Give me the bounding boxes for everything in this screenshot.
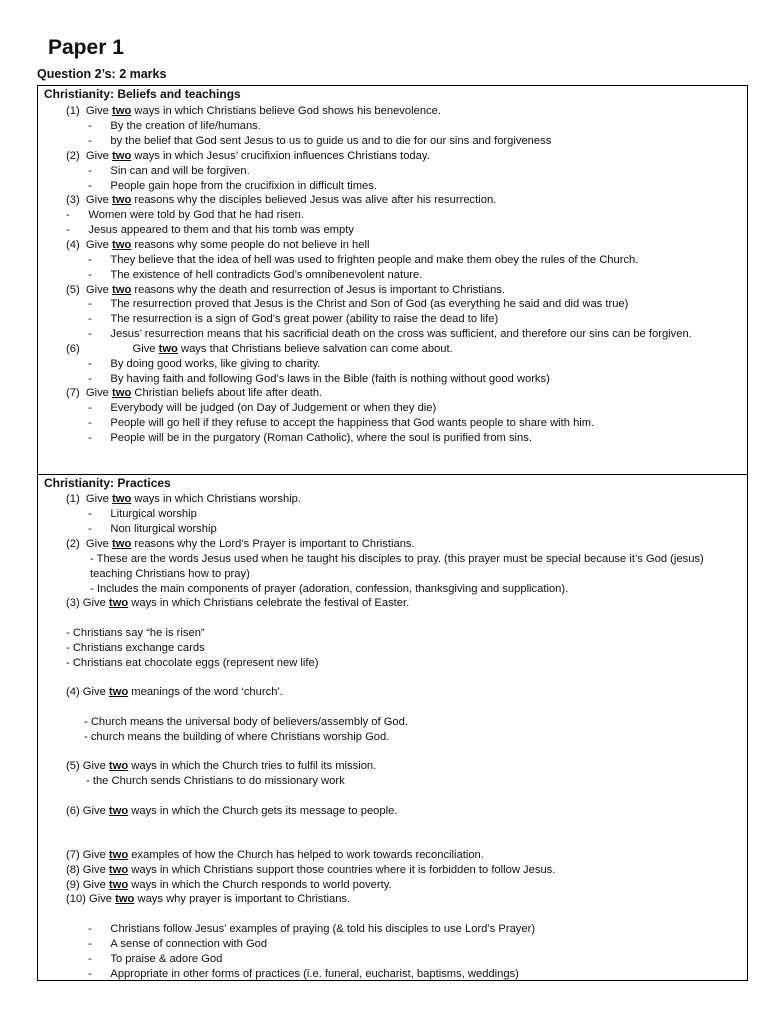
line-text: (6) Give <box>66 343 159 355</box>
emphasis-two: two <box>108 760 129 772</box>
line-text: (7) Give <box>66 387 113 399</box>
line-text-rest: examples of how the Church has helped to work towards reconciliation. <box>128 849 484 861</box>
section2-line <box>88 937 267 951</box>
line-text: - Liturgical worship <box>88 508 197 520</box>
line-text: - Church means the universal body of believers/assembly of God. <box>84 716 408 728</box>
emphasis-two: two <box>112 105 132 117</box>
page-subtitle: Question 2’s: 2 marks <box>37 67 167 81</box>
line-text: (5) Give <box>66 284 113 296</box>
section-beliefs-heading: Christianity: Beliefs and teachings <box>44 87 241 101</box>
section2-line <box>86 774 345 788</box>
line-text: - The resurrection proved that Jesus is the Christ and Son of God (as everything he said and did was true) <box>88 298 629 310</box>
line-text-rest: ways in which the Church responds to world poverty. <box>128 879 392 891</box>
section1-line <box>88 268 422 282</box>
emphasis-two: two <box>158 343 178 355</box>
line-text: (2) Give <box>66 538 113 550</box>
line-text: (1) Give <box>66 105 113 117</box>
section2-line <box>66 685 283 699</box>
section1-line <box>66 342 453 356</box>
line-text-rest: reasons why some people do not believe in hell <box>131 239 370 251</box>
emphasis-two: two <box>108 686 129 698</box>
line-text: - Non liturgical worship <box>88 523 217 535</box>
line-text: (2) Give <box>66 150 113 162</box>
section2-line <box>66 804 397 818</box>
line-text: (6) Give <box>66 805 109 817</box>
section1-line <box>88 134 551 148</box>
line-text: (4) Give <box>66 686 109 698</box>
line-text: (3) Give <box>66 194 113 206</box>
line-text: - These are the words Jesus used when he taught his disciples to pray. (this prayer must be special because it’s God (jesus) <box>90 553 704 565</box>
line-text: (10) Give <box>66 893 116 905</box>
section2-line <box>66 656 318 670</box>
section1-line <box>88 312 498 326</box>
emphasis-two: two <box>112 284 132 296</box>
section2-line <box>88 522 217 536</box>
line-text: - Sin can and will be forgiven. <box>88 165 250 177</box>
line-text: teaching Christians how to pray) <box>90 568 250 580</box>
section1-line <box>66 193 496 207</box>
section1-line <box>88 401 436 415</box>
line-text: - Christians follow Jesus’ examples of praying (& told his disciples to use Lord’s Prayer) <box>88 923 536 935</box>
section1-line <box>88 179 377 193</box>
section2-line <box>84 715 408 729</box>
section2-line <box>88 922 535 936</box>
line-text: - Appropriate in other forms of practices (i.e. funeral, eucharist, baptisms, weddings) <box>88 968 519 980</box>
line-text: - Jesus appeared to them and that his tomb was empty <box>66 224 354 236</box>
line-text-rest: ways why prayer is important to Christians. <box>134 893 351 905</box>
line-text: - People gain hope from the crucifixion in difficult times. <box>88 180 377 192</box>
section2-line <box>88 507 197 521</box>
section1-line <box>66 104 441 118</box>
line-text: - church means the building of where Christians worship God. <box>84 731 390 743</box>
line-text-rest: Christian beliefs about life after death. <box>131 387 323 399</box>
section1-line <box>88 164 250 178</box>
line-text: (8) Give <box>66 864 109 876</box>
section1-line <box>88 297 628 311</box>
section-practices-box <box>37 474 748 981</box>
line-text-rest: ways in which Jesus’ crucifixion influences Christians today. <box>131 150 430 162</box>
line-text: - by the belief that God sent Jesus to us to guide us and to die for our sins and forgiveness <box>88 135 552 147</box>
line-text: - Christians eat chocolate eggs (represent new life) <box>66 657 319 669</box>
line-text-rest: ways in which Christians believe God shows his benevolence. <box>131 105 441 117</box>
line-text: - People will go hell if they refuse to accept the happiness that God wants people to share with him. <box>88 417 595 429</box>
line-text: - The existence of hell contradicts God’s omnibenevolent nature. <box>88 269 423 281</box>
section1-line <box>88 119 261 133</box>
section2-line <box>88 967 519 981</box>
line-text: (1) Give <box>66 493 113 505</box>
section2-line <box>90 567 250 581</box>
section2-line <box>88 952 222 966</box>
section1-line <box>88 372 550 386</box>
emphasis-two: two <box>112 150 132 162</box>
section1-line <box>66 386 322 400</box>
line-text: - By having faith and following God’s laws in the Bible (faith is nothing without good works) <box>88 373 550 385</box>
line-text-rest: ways in which the Church tries to fulfil its mission. <box>128 760 377 772</box>
emphasis-two: two <box>108 849 129 861</box>
section2-line <box>66 878 392 892</box>
emphasis-two: two <box>112 194 132 206</box>
section-beliefs-box <box>37 85 748 475</box>
section1-line <box>66 149 430 163</box>
line-text-rest: ways that Christians believe salvation can come about. <box>177 343 453 355</box>
line-text: - By the creation of life/humans. <box>88 120 261 132</box>
emphasis-two: two <box>115 893 135 905</box>
line-text-rest: ways in which Christians celebrate the festival of Easter. <box>128 597 410 609</box>
line-text: (3) Give <box>66 597 109 609</box>
line-text: - To praise & adore God <box>88 953 223 965</box>
section2-line <box>66 626 205 640</box>
section2-line <box>66 537 415 551</box>
section-practices-heading: Christianity: Practices <box>44 476 171 490</box>
section2-line <box>66 863 555 877</box>
line-text-rest: ways in which the Church gets its message to people. <box>128 805 398 817</box>
emphasis-two: two <box>112 239 132 251</box>
emphasis-two: two <box>108 805 129 817</box>
section1-line <box>66 208 304 222</box>
line-text: - Women were told by God that he had risen. <box>66 209 304 221</box>
section2-line <box>66 596 409 610</box>
section2-line <box>84 730 389 744</box>
line-text: - Includes the main components of prayer (adoration, confession, thanksgiving and supplication). <box>90 583 569 595</box>
section2-line <box>90 552 704 566</box>
line-text-rest: reasons why the Lord’s Prayer is important to Christians. <box>131 538 415 550</box>
line-text: (5) Give <box>66 760 109 772</box>
line-text: - Jesus’ resurrection means that his sacrificial death on the cross was sufficient, and therefore our sins can be forgiven. <box>88 328 692 340</box>
section2-line <box>66 848 484 862</box>
line-text: - Christians exchange cards <box>66 642 205 654</box>
emphasis-two: two <box>112 538 132 550</box>
emphasis-two: two <box>108 864 129 876</box>
line-text: - By doing good works, like giving to charity. <box>88 358 321 370</box>
page-title: Paper 1 <box>48 36 124 59</box>
line-text: - People will be in the purgatory (Roman Catholic), where the soul is purified from sins. <box>88 432 532 444</box>
section2-line <box>66 492 301 506</box>
line-text: - Christians say “he is risen” <box>66 627 205 639</box>
line-text: - They believe that the idea of hell was used to frighten people and make them obey the rules of the Church. <box>88 254 639 266</box>
line-text-rest: reasons why the disciples believed Jesus was alive after his resurrection. <box>131 194 497 206</box>
section1-line <box>88 253 638 267</box>
emphasis-two: two <box>112 387 132 399</box>
line-text-rest: reasons why the death and resurrection of Jesus is important to Christians. <box>131 284 506 296</box>
line-text: - The resurrection is a sign of God’s great power (ability to raise the dead to life) <box>88 313 499 325</box>
section1-line <box>66 223 354 237</box>
line-text: (9) Give <box>66 879 109 891</box>
section1-line <box>88 416 594 430</box>
line-text-rest: ways in which Christians worship. <box>131 493 302 505</box>
line-text: - the Church sends Christians to do missionary work <box>86 775 345 787</box>
line-text: (7) Give <box>66 849 109 861</box>
section2-line <box>66 759 376 773</box>
section1-line <box>66 238 369 252</box>
line-text: - Everybody will be judged (on Day of Judgement or when they die) <box>88 402 437 414</box>
section2-line <box>66 892 350 906</box>
emphasis-two: two <box>112 493 132 505</box>
section1-line <box>88 327 692 341</box>
line-text-rest: ways in which Christians support those countries where it is forbidden to follow Jesus. <box>128 864 556 876</box>
line-text: - A sense of connection with God <box>88 938 268 950</box>
section1-line <box>88 357 320 371</box>
line-text: (4) Give <box>66 239 113 251</box>
emphasis-two: two <box>108 597 129 609</box>
section2-line <box>66 641 205 655</box>
line-text-rest: meanings of the word ‘church’. <box>128 686 284 698</box>
section2-line <box>90 582 568 596</box>
section1-line <box>66 283 505 297</box>
section1-line <box>88 431 532 445</box>
emphasis-two: two <box>108 879 129 891</box>
